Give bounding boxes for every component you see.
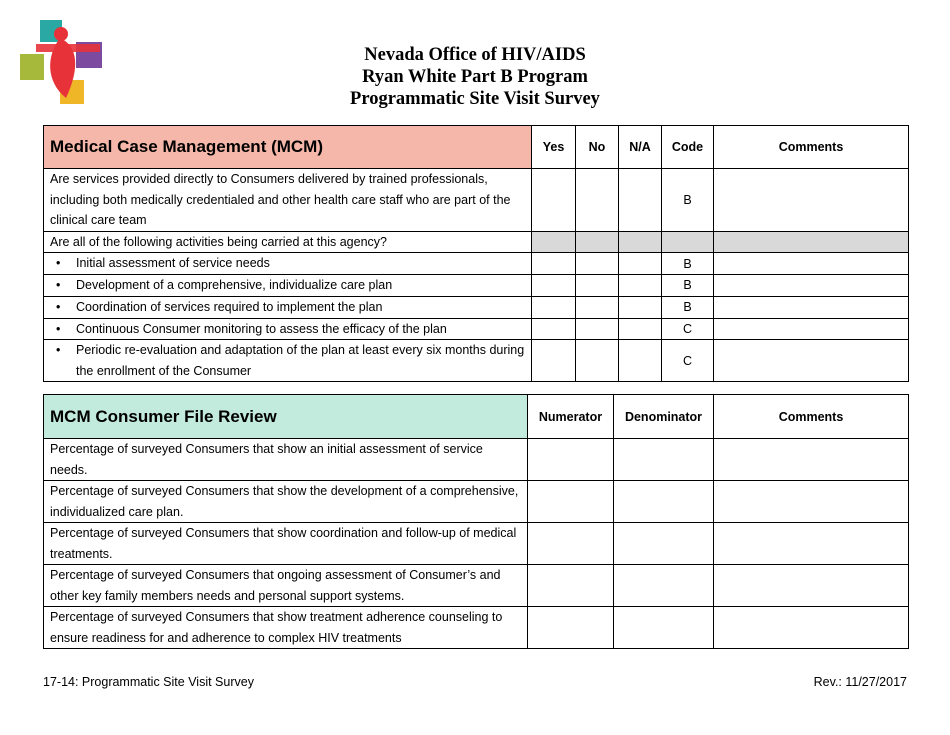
table-row — [44, 523, 909, 565]
denominator-cell[interactable] — [614, 523, 714, 565]
comments-cell[interactable] — [714, 318, 909, 340]
col-no: No — [576, 126, 619, 169]
col-yes: Yes — [532, 126, 576, 169]
table-row — [44, 231, 909, 253]
footer-revision-date: Rev.: 11/27/2017 — [813, 675, 907, 689]
na-cell[interactable] — [619, 296, 662, 318]
footer-document-id: 17-14: Programmatic Site Visit Survey — [43, 675, 254, 689]
code-cell — [662, 231, 714, 253]
comments-cell[interactable] — [714, 607, 909, 649]
na-cell[interactable] — [619, 169, 662, 232]
yes-cell[interactable] — [532, 253, 576, 275]
table-row — [44, 169, 909, 232]
col-comments: Comments — [714, 395, 909, 439]
file-review-table — [43, 394, 909, 649]
numerator-cell[interactable] — [528, 523, 614, 565]
activity-item: • Periodic re-evaluation and adaptation of the plan at least every six months during the enrollment of the Consumer — [44, 340, 532, 382]
code-cell: B — [662, 253, 714, 275]
yes-cell[interactable] — [532, 169, 576, 232]
title-line-3: Programmatic Site Visit Survey — [350, 89, 600, 109]
yes-cell[interactable] — [532, 340, 576, 382]
numerator-cell[interactable] — [528, 481, 614, 523]
table-row — [44, 481, 909, 523]
activity-item: • Continuous Consumer monitoring to assess the efficacy of the plan — [44, 318, 532, 340]
file-review-section-title: MCM Consumer File Review — [44, 395, 528, 439]
code-cell: B — [662, 169, 714, 232]
no-cell[interactable] — [576, 253, 619, 275]
question-text: Are all of the following activities being carried at this agency? — [44, 231, 532, 253]
comments-cell[interactable] — [714, 253, 909, 275]
measure-text: Percentage of surveyed Consumers that show an initial assessment of service needs. — [44, 439, 528, 481]
no-cell[interactable] — [576, 296, 619, 318]
comments-cell[interactable] — [714, 296, 909, 318]
table-row — [44, 340, 909, 382]
activity-item: • Initial assessment of service needs — [44, 253, 532, 275]
na-cell[interactable] — [619, 340, 662, 382]
na-cell[interactable] — [619, 318, 662, 340]
yes-cell[interactable] — [532, 296, 576, 318]
code-cell: B — [662, 275, 714, 297]
table-row — [44, 318, 909, 340]
comments-cell[interactable] — [714, 523, 909, 565]
denominator-cell[interactable] — [614, 439, 714, 481]
measure-text: Percentage of surveyed Consumers that show the development of a comprehensive, individualized care plan. — [44, 481, 528, 523]
activity-item: • Development of a comprehensive, individualize care plan — [44, 275, 532, 297]
document-title — [0, 44, 950, 110]
code-cell: B — [662, 296, 714, 318]
mcm-table — [43, 125, 909, 382]
comments-cell[interactable] — [714, 340, 909, 382]
numerator-cell[interactable] — [528, 565, 614, 607]
table-row — [44, 296, 909, 318]
mcm-header-row — [44, 126, 909, 169]
mcm-section-title: Medical Case Management (MCM) — [44, 126, 532, 169]
no-cell[interactable] — [576, 318, 619, 340]
code-cell: C — [662, 318, 714, 340]
na-cell[interactable] — [619, 253, 662, 275]
measure-text: Percentage of surveyed Consumers that ongoing assessment of Consumer’s and other key family members needs and personal support systems. — [44, 565, 528, 607]
comments-cell[interactable] — [714, 275, 909, 297]
table-row — [44, 275, 909, 297]
no-cell[interactable] — [576, 340, 619, 382]
table-row — [44, 565, 909, 607]
yes-cell[interactable] — [532, 275, 576, 297]
na-cell — [619, 231, 662, 253]
denominator-cell[interactable] — [614, 565, 714, 607]
yes-cell — [532, 231, 576, 253]
comments-cell[interactable] — [714, 169, 909, 232]
col-na: N/A — [619, 126, 662, 169]
no-cell — [576, 231, 619, 253]
yes-cell[interactable] — [532, 318, 576, 340]
na-cell[interactable] — [619, 275, 662, 297]
col-denominator: Denominator — [614, 395, 714, 439]
comments-cell[interactable] — [714, 439, 909, 481]
denominator-cell[interactable] — [614, 481, 714, 523]
col-code: Code — [662, 126, 714, 169]
numerator-cell[interactable] — [528, 607, 614, 649]
activity-item: • Coordination of services required to implement the plan — [44, 296, 532, 318]
code-cell: C — [662, 340, 714, 382]
col-comments: Comments — [714, 126, 909, 169]
denominator-cell[interactable] — [614, 607, 714, 649]
file-review-header-row — [44, 395, 909, 439]
title-line-2: Ryan White Part B Program — [362, 67, 588, 87]
question-text: Are services provided directly to Consumers delivered by trained professionals, including both medically credentialed and other health care staff who are part of the clinical care team — [44, 169, 532, 232]
comments-cell — [714, 231, 909, 253]
table-row — [44, 439, 909, 481]
numerator-cell[interactable] — [528, 439, 614, 481]
measure-text: Percentage of surveyed Consumers that show coordination and follow-up of medical treatments. — [44, 523, 528, 565]
table-row — [44, 253, 909, 275]
col-numerator: Numerator — [528, 395, 614, 439]
no-cell[interactable] — [576, 275, 619, 297]
table-row — [44, 607, 909, 649]
title-line-1: Nevada Office of HIV/AIDS — [364, 45, 586, 65]
no-cell[interactable] — [576, 169, 619, 232]
comments-cell[interactable] — [714, 565, 909, 607]
measure-text: Percentage of surveyed Consumers that show treatment adherence counseling to ensure readiness for and adherence to complex HIV treatments — [44, 607, 528, 649]
comments-cell[interactable] — [714, 481, 909, 523]
